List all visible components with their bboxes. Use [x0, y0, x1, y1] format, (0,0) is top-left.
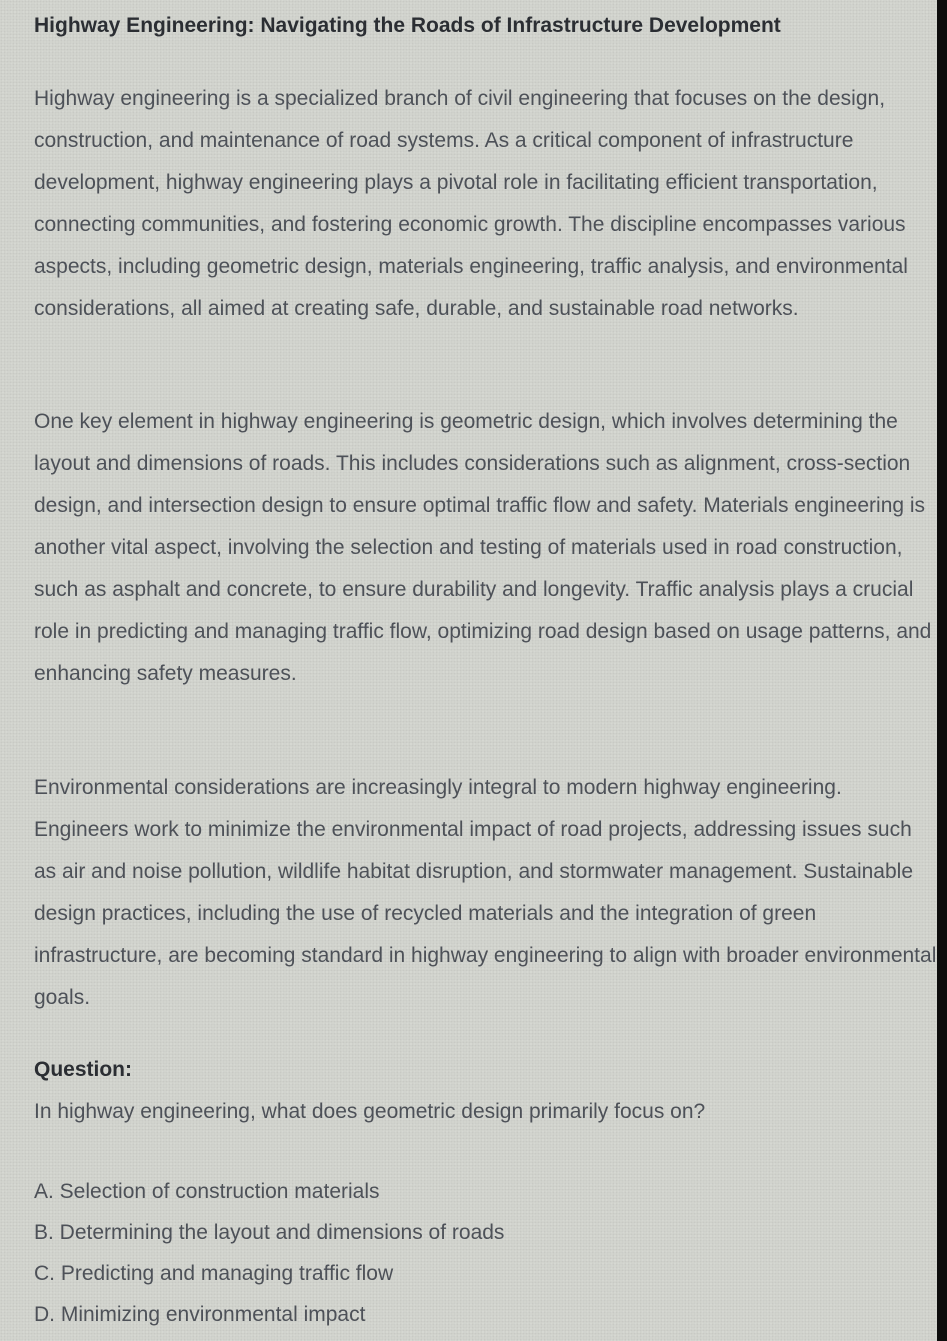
paragraph-key-elements: One key element in highway engineering is geometric design, which involves determining the layout and dimensions of roads. This includes considerations such as alignment, cross-section design, and intersection design to ensure optimal traffic flow and safety. Materials engineering is another vital aspect, involving the selection and testing of materials used in road construction, such as asphalt and concrete, to ensure durability and longevity. Traffic analysis plays a crucial role in predicting and managing traffic flow, optimizing road design based on usage patterns, and enhancing safety measures.: [34, 410, 932, 685]
question-label: Question:: [34, 1058, 132, 1081]
document-title: Highway Engineering: Navigating the Roads of Infrastructure Development: [34, 14, 781, 37]
option-d: D. Minimizing environmental impact: [34, 1303, 366, 1326]
document-content: [34, 8, 937, 1326]
paragraph-introduction: Highway engineering is a specialized branch of civil engineering that focuses on the design, construction, and maintenance of road systems. As a critical component of infrastructure development, highway engineering plays a pivotal role in facilitating efficient transportation, connecting communities, and fostering economic growth. The discipline encompasses various aspects, including geometric design, materials engineering, traffic analysis, and environmental considerations, all aimed at creating safe, durable, and sustainable road networks.: [34, 87, 908, 320]
question-text: In highway engineering, what does geometric design primarily focus on?: [34, 1100, 706, 1123]
answer-options: [34, 1171, 504, 1335]
paragraph-environmental: Environmental considerations are increasingly integral to modern highway engineering. Engineers work to minimize the environmental impact of road projects, addressing issues such as air and noise pollution, wildlife habitat disruption, and stormwater management. Sustainable design practices, including the use of recycled materials and the integration of green infrastructure, are becoming standard in highway engineering to align with broader environmental goals.: [34, 776, 937, 1009]
option-c: C. Predicting and managing traffic flow: [34, 1262, 394, 1285]
option-b: B. Determining the layout and dimensions of roads: [34, 1221, 505, 1244]
option-a: A. Selection of construction materials: [34, 1180, 380, 1203]
